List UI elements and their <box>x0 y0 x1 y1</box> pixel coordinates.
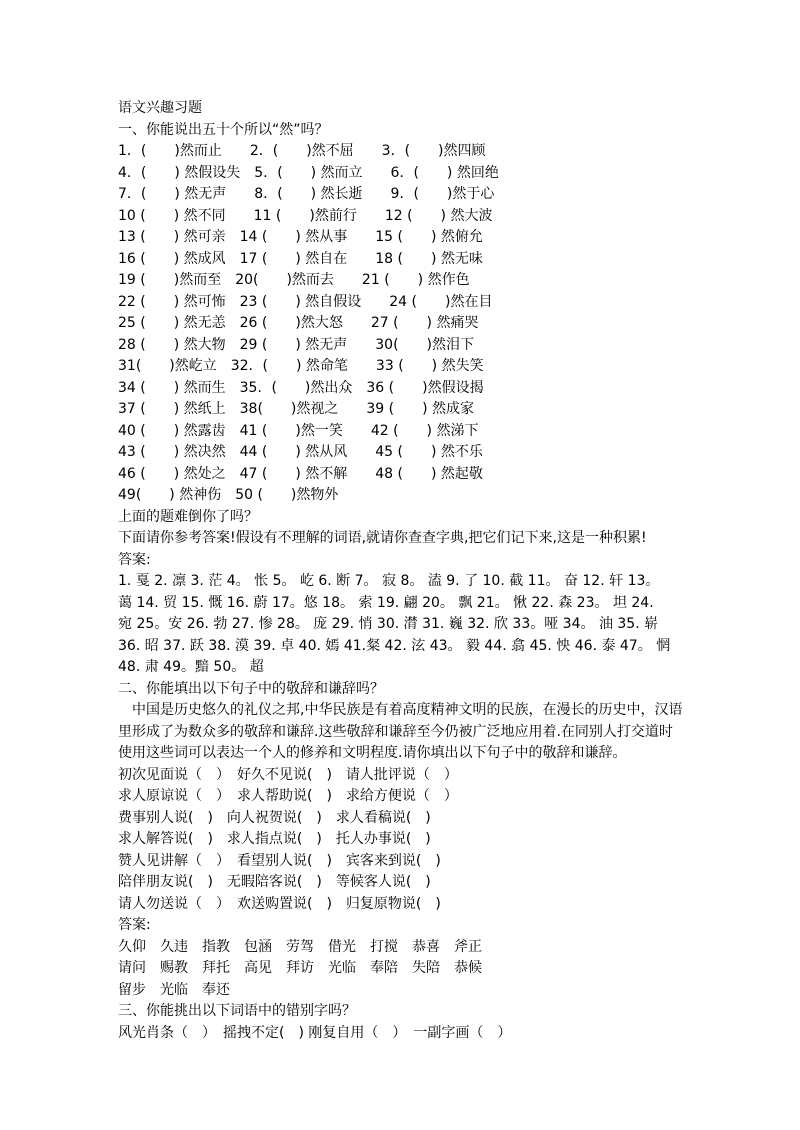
section-1 <box>118 120 678 679</box>
exercise-row: 22 ( ) 然可怖 23 ( ) 然自假设 24 ( )然在目 <box>118 293 493 310</box>
section-1-heading: 一、你能说出五十个所以“然”吗？ <box>118 121 329 138</box>
exercise-row: 请人勿送说（ ） 欢送购置说( ) 归复原物说( ) <box>118 895 441 912</box>
section-3-heading: 三、你能挑出以下词语中的错别字吗？ <box>118 1003 356 1019</box>
answer-label: 答案: <box>118 917 151 933</box>
exercise-row: 25 ( ) 然无恙 26 ( )然大怒 27 ( ) 然痛哭 <box>118 315 479 331</box>
answer-line: 久仰 久违 指教 包涵 劳驾 借光 打搅 恭喜 斧正 <box>118 938 482 955</box>
answer-line: 1. 戛 2. 凛 3. 茫 4。 怅 5。 屹 6. 断 7。 寂 8。 溘 9. 了 10. 截 11。 奋 12. 轩 13。 <box>118 573 660 589</box>
exercise-row: 7．( ) 然无声 8．( ) 然长逝 9．( )然于心 <box>118 186 495 202</box>
section-3 <box>118 1001 678 1044</box>
exercise-row: 16 ( ) 然成风 17 ( ) 然自在 18 ( ) 然无味 <box>118 250 483 267</box>
answer-line: 36. 昭 37. 跃 38. 漠 39. 卓 40. 嫣 41.粲 42. 泫 43。 毅 44. 翕 45. 怏 46. 泰 47。 惘 <box>118 637 671 654</box>
section-2-heading: 二、你能填出以下句子中的敬辞和谦辞吗？ <box>118 680 384 697</box>
answer-label: 答案: <box>118 551 151 568</box>
exercise-row: 49( ) 然神伤 50 ( )然物外 <box>118 487 339 503</box>
exercise-row: 赞人见讲解（ ） 看望别人说( ) 宾客来到说( ) <box>118 852 441 869</box>
exercise-row: 46 ( ) 然处之 47 ( ) 然不解 48 ( ) 然起敬 <box>118 465 483 482</box>
answer-line: 请问 赐教 拜托 高见 拜访 光临 奉陪 失陪 恭候 <box>118 960 482 976</box>
exercise-row: 28 ( ) 然大物 29 ( ) 然无声 30( )然泪下 <box>118 336 475 353</box>
intro-paragraph-line: 中国是历史悠久的礼仪之邦,中华民族是有着高度精神文明的民族，在漫长的历史中，汉语 <box>118 702 683 718</box>
exercise-row: 风光肖条（ ） 摇拽不定( ) 刚复自用（ ） 一副字画（ ） <box>118 1024 512 1041</box>
exercise-row: 43 ( ) 然决然 44 ( ) 然从风 45 ( ) 然不乐 <box>118 444 483 460</box>
intro-paragraph-line: 使用这些词可以表达一个人的修养和文明程度.请你填出以下句子中的敬辞和谦辞。 <box>118 745 627 761</box>
exercise-row: 1．( )然而止 2．( )然不屈 3．( )然四顾 <box>118 143 486 159</box>
exercise-row: 37 ( ) 然纸上 38( )然视之 39 ( ) 然成家 <box>118 401 475 417</box>
exercise-row: 陪伴朋友说( ) 无暇陪客说( ) 等候客人说( ) <box>118 874 431 890</box>
exercise-row: 求人原谅说（ ） 求人帮助说( ) 求给方便说（ ） <box>118 788 458 804</box>
document-page <box>118 98 683 1044</box>
question-text: 上面的题难倒你了吗？ <box>118 508 258 525</box>
exercise-row: 10 ( ) 然不同 11 ( )然前行 12 ( ) 然大波 <box>118 207 493 224</box>
document-title: 语文兴趣习题 <box>118 100 202 116</box>
instruction-text: 下面请你参考答案!假设有不理解的词语,就请你查查字典,把它们记下来,这是一种积累! <box>118 530 647 546</box>
exercise-row: 求人解答说( ) 求人指点说( ) 托人办事说( ) <box>118 831 431 847</box>
answer-line: 留步 光临 奉还 <box>118 981 230 998</box>
exercise-row: 初次见面说（ ） 好久不见说( ) 请人批评说（ ） <box>118 766 458 783</box>
exercise-row: 13 ( ) 然可亲 14 ( ) 然从事 15 ( ) 然俯允 <box>118 229 483 245</box>
answer-line: 宛 25。安 26. 勃 27. 惨 28。 庞 29. 悄 30. 潸 31. 巍 32. 欣 33。哑 34。 油 35. 崭 <box>118 616 659 632</box>
section-2 <box>118 679 683 1002</box>
exercise-row: 19 ( )然而至 20( )然而去 21 ( ) 然作色 <box>118 272 470 288</box>
exercise-row: 4．( ) 然假设失 5．( ) 然而立 6．( ) 然回绝 <box>118 164 499 181</box>
answer-line: 48. 肃 49。黯 50。 超 <box>118 659 264 675</box>
exercise-row: 34 ( ) 然而生 35．( )然出众 36 ( )然假设揭 <box>118 379 484 396</box>
exercise-row: 40 ( ) 然露齿 41 ( )然一笑 42 ( ) 然涕下 <box>118 422 479 439</box>
intro-paragraph-line: 里形成了为数众多的敬辞和谦辞.这些敬辞和谦辞至今仍被广泛地应用着.在同别人打交道时 <box>118 723 673 740</box>
exercise-row: 费事别人说( ) 向人祝贺说( ) 求人看稿说( ) <box>118 809 431 826</box>
exercise-row: 31( )然屹立 32．( ) 然命笔 33 ( ) 然失笑 <box>118 358 484 374</box>
answer-line: 蔼 14. 贸 15. 慨 16. 蔚 17。悠 18。 索 19. 翩 20。 飘 21。 愀 22. 森 23。 坦 24. <box>118 594 654 611</box>
